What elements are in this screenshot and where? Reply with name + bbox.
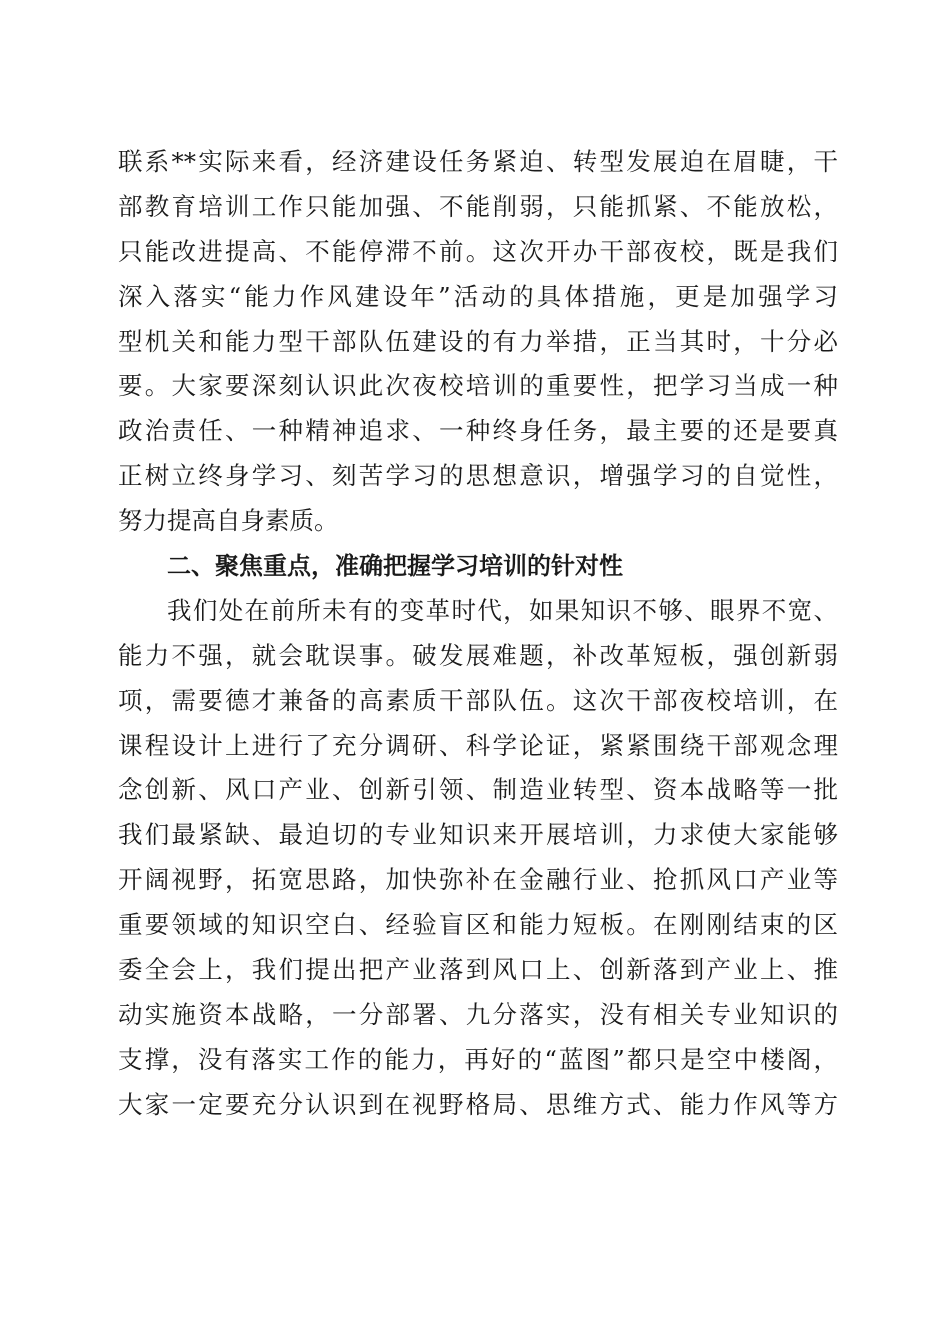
text-line: 深入落实“能力作风建设年”活动的具体措施，更是加强学习 — [118, 281, 838, 311]
text-line: 动实施资本战略，一分部署、九分落实，没有相关专业知识的 — [118, 999, 838, 1029]
text-line: 开阔视野，拓宽思路，加快弥补在金融行业、抢抓风口产业等 — [118, 865, 838, 895]
section-heading: 二、聚焦重点，准确把握学习培训的针对性 — [167, 552, 623, 581]
text-line: 委全会上，我们提出把产业落到风口上、创新落到产业上、推 — [118, 955, 838, 985]
text-line: 能力不强，就会耽误事。破发展难题，补改革短板，强创新弱 — [118, 640, 838, 670]
paragraph-1 — [118, 140, 838, 544]
text-line: 要。大家要深刻认识此次夜校培训的重要性，把学习当成一种 — [118, 371, 838, 401]
text-line: 重要领域的知识空白、经验盲区和能力短板。在刚刚结束的区 — [118, 910, 838, 940]
text-line: 政治责任、一种精神追求、一种终身任务，最主要的还是要真 — [118, 416, 838, 446]
text-line: 念创新、风口产业、创新引领、制造业转型、资本战略等一批 — [118, 775, 838, 805]
text-line: 我们处在前所未有的变革时代，如果知识不够、眼界不宽、 — [167, 595, 838, 625]
text-line: 课程设计上进行了充分调研、科学论证，紧紧围绕干部观念理 — [118, 730, 838, 760]
text-line: 支撑，没有落实工作的能力，再好的“蓝图”都只是空中楼阁， — [118, 1044, 838, 1074]
document-body — [118, 140, 838, 1128]
text-line: 部教育培训工作只能加强、不能削弱，只能抓紧、不能放松， — [118, 191, 838, 221]
text-line: 只能改进提高、不能停滞不前。这次开办干部夜校，既是我们 — [118, 236, 838, 266]
paragraph-2 — [118, 589, 838, 1128]
text-line: 正树立终身学习、刻苦学习的思想意识，增强学习的自觉性， — [118, 461, 838, 491]
text-line: 我们最紧缺、最迫切的专业知识来开展培训，力求使大家能够 — [118, 820, 838, 850]
text-line: 联系**实际来看，经济建设任务紧迫、转型发展迫在眉睫，干 — [118, 147, 838, 176]
text-line: 项，需要德才兼备的高素质干部队伍。这次干部夜校培训，在 — [118, 685, 838, 715]
text-line: 型机关和能力型干部队伍建设的有力举措，正当其时，十分必 — [118, 326, 838, 356]
text-line: 努力提高自身素质。 — [118, 506, 339, 536]
text-line: 大家一定要充分认识到在视野格局、思维方式、能力作风等方 — [118, 1089, 838, 1119]
